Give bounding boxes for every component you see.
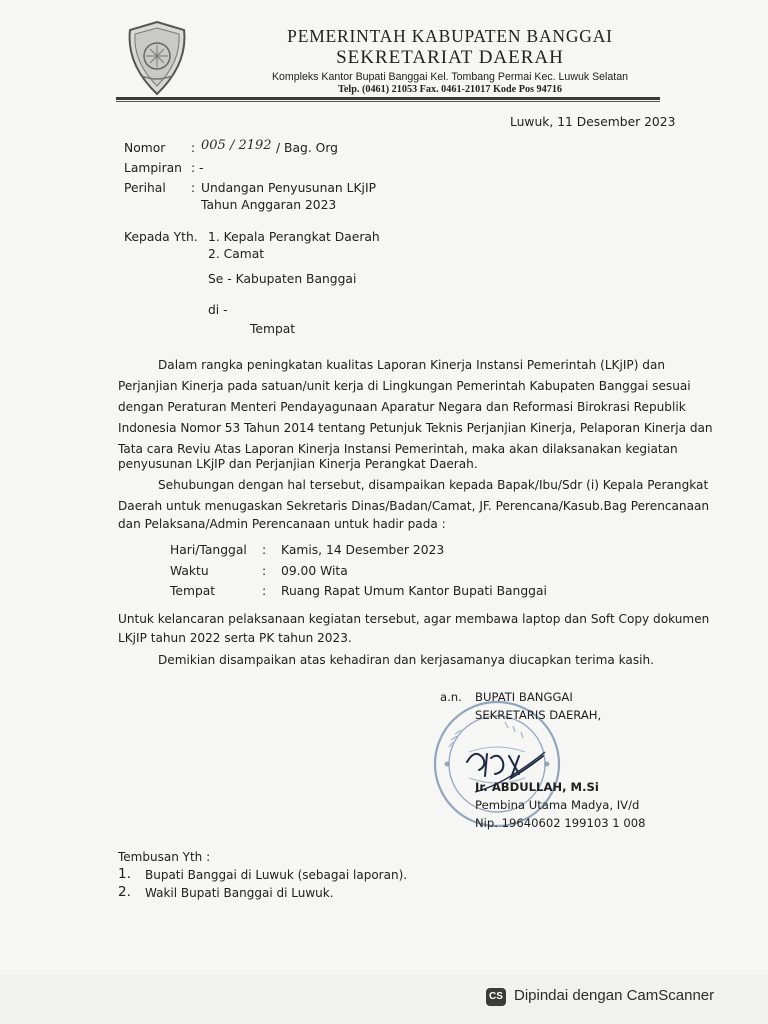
letterhead-rule-thick [116, 97, 660, 100]
paragraph-1-line-5: Tata cara Reviu Atas Laporan Kinerja Instansi Pemerintah, maka akan dilaksanakan kegiatan [118, 442, 678, 456]
nomor-suffix: / Bag. Org [276, 141, 338, 155]
signatory-nip: Nip. 19640602 199103 1 008 [475, 816, 646, 830]
schedule-place-value: Ruang Rapat Umum Kantor Bupati Banggai [281, 584, 547, 598]
paragraph-1-line-3: dengan Peraturan Menteri Pendayagunaan Aparatur Negara dan Reformasi Birokrasi Republik [118, 400, 686, 414]
nomor-label: Nomor [124, 141, 166, 155]
addressee-item-2: 2. Camat [208, 247, 265, 261]
schedule-time-label: Waktu [170, 564, 209, 578]
paragraph-2-line-2: Daerah untuk menugaskan Sekretaris Dinas/Badan/Camat, JF. Perencana/Kasub.Bag Perencanaan [118, 499, 710, 513]
regency-crest-logo [124, 20, 190, 96]
nomor-colon: : [191, 141, 196, 155]
signature-office-2: SEKRETARIS DAERAH, [475, 708, 602, 722]
paragraph-1-line-2: Perjanjian Kinerja pada satuan/unit kerja di Lingkungan Pemerintah Kabupaten Banggai sesuai [118, 379, 691, 393]
schedule-date-colon: : [262, 543, 267, 557]
signatory-name: Ir. ABDULLAH, M.Si [475, 780, 599, 794]
letterhead-address: Kompleks Kantor Bupati Banggai Kel. Tombang Permai Kec. Luwuk Selatan [271, 71, 629, 83]
cc-item-1-text: Bupati Banggai di Luwuk (sebagai laporan). [145, 868, 408, 882]
paragraph-3-line-2: LKjIP tahun 2022 serta PK tahun 2023. [118, 631, 352, 645]
lampiran-value: : - [191, 161, 204, 175]
schedule-date-label: Hari/Tanggal [170, 543, 247, 557]
lampiran-label: Lampiran [124, 161, 182, 175]
cc-item-2-number: 2. [118, 884, 131, 900]
letterhead-government: PEMERINTAH KABUPATEN BANGGAI [287, 26, 613, 46]
camscanner-logo-icon: CS [486, 988, 506, 1006]
perihal-line-1: Undangan Penyusunan LKjIP [201, 181, 376, 195]
nomor-handwritten: 005 / 2192 [201, 138, 272, 153]
signatory-rank: Pembina Utama Madya, IV/d [475, 798, 640, 812]
camscanner-watermark: Dipindai dengan CamScanner [514, 987, 715, 1004]
paragraph-2-line-1: Sehubungan dengan hal tersebut, disampaikan kepada Bapak/Ibu/Sdr (i) Kepala Perangkat [158, 478, 709, 492]
addressee-di: di - [208, 303, 228, 317]
paragraph-1-line-1: Dalam rangka peningkatan kualitas Laporan Kinerja Instansi Pemerintah (LKjIP) dan [158, 358, 666, 372]
addressee-place: Tempat [250, 322, 296, 336]
paragraph-1-line-6: penyusunan LKjIP dan Perjanjian Kinerja Perangkat Daerah. [118, 457, 478, 471]
schedule-place-label: Tempat [170, 584, 216, 598]
paragraph-1-line-4: Indonesia Nomor 53 Tahun 2014 tentang Petunjuk Teknis Perjanjian Kinerja, Pelaporan Kinerja dan [118, 421, 713, 435]
paragraph-2-line-3: dan Pelaksana/Admin Perencanaan untuk hadir pada : [118, 517, 446, 531]
addressee-item-1: 1. Kepala Perangkat Daerah [208, 230, 380, 244]
addressee-label: Kepada Yth. [124, 230, 198, 244]
schedule-date-value: Kamis, 14 Desember 2023 [281, 543, 445, 557]
letterhead-secretariat: SEKRETARIAT DAERAH [336, 47, 564, 68]
closing-sentence: Demikian disampaikan atas kehadiran dan kerjasamanya diucapkan terima kasih. [158, 653, 654, 667]
perihal-line-2: Tahun Anggaran 2023 [201, 198, 337, 212]
cc-item-1-number: 1. [118, 866, 131, 882]
schedule-time-value: 09.00 Wita [281, 564, 348, 578]
letterhead-rule-thin [116, 101, 660, 102]
cc-item-2-text: Wakil Bupati Banggai di Luwuk. [145, 886, 334, 900]
signature-an: a.n. [440, 690, 462, 704]
signature-office-1: BUPATI BANGGAI [475, 690, 573, 704]
addressee-region: Se - Kabupaten Banggai [208, 272, 357, 286]
letter-date: Luwuk, 11 Desember 2023 [510, 115, 676, 129]
schedule-time-colon: : [262, 564, 267, 578]
perihal-label: Perihal [124, 181, 166, 195]
paragraph-3-line-1: Untuk kelancaran pelaksanaan kegiatan tersebut, agar membawa laptop dan Soft Copy dokumen [118, 612, 710, 626]
perihal-colon: : [191, 181, 196, 195]
schedule-place-colon: : [262, 584, 267, 598]
cc-title: Tembusan Yth : [118, 850, 211, 864]
letterhead-contact: Telp. (0461) 21053 Fax. 0461-21017 Kode Pos 94716 [337, 84, 563, 95]
